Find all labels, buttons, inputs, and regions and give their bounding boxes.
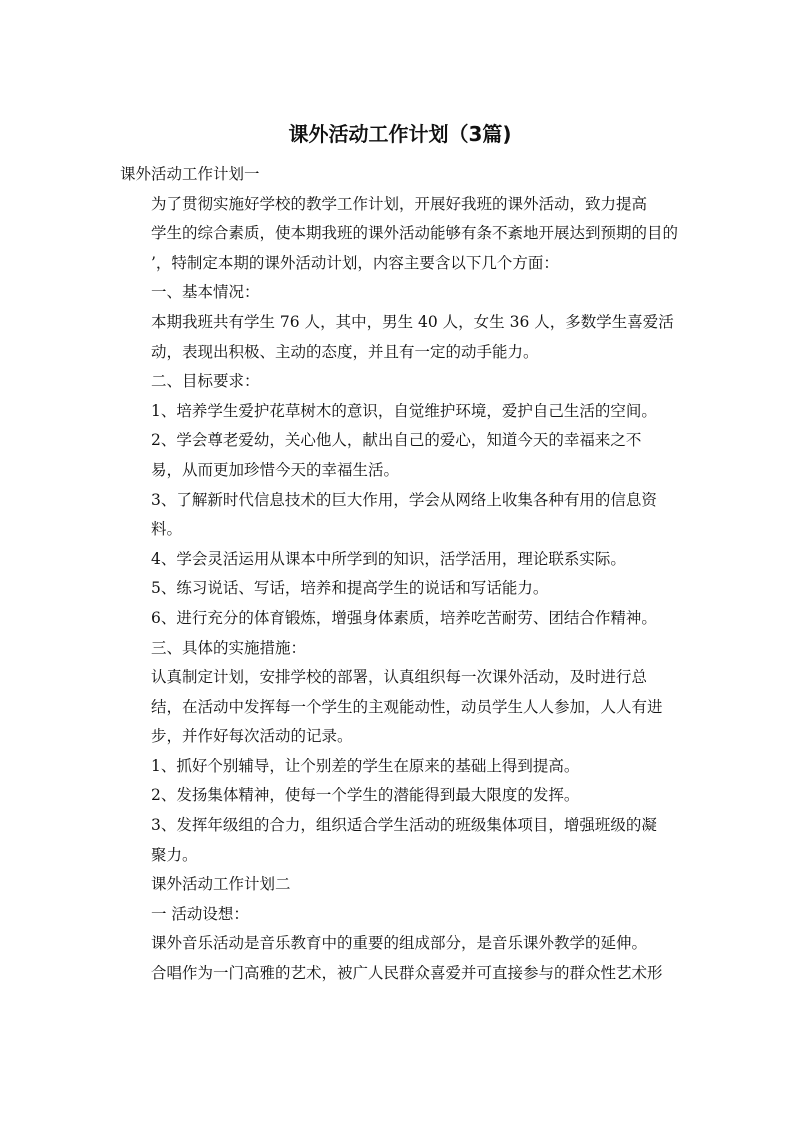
paragraph xyxy=(120,574,680,604)
paragraph-line: 一 活动设想： xyxy=(151,904,249,923)
document-body xyxy=(120,160,680,989)
paragraph-line: ’，特制定本期的课外活动计划，内容主要含以下几个方面： xyxy=(151,253,559,272)
paragraph-line: 5、练习说话、写话，培养和提高学生的说话和写话能力。 xyxy=(151,579,549,598)
paragraph-line: 课外音乐活动是音乐教育中的重要的组成部分，是音乐课外教学的延伸。 xyxy=(151,934,648,953)
paragraph xyxy=(120,545,680,575)
paragraph xyxy=(120,870,680,900)
paragraph xyxy=(120,604,680,634)
paragraph-line: 2、发扬集体精神，使每一个学生的潜能得到最大限度的发挥。 xyxy=(151,786,580,805)
paragraph xyxy=(120,308,680,367)
paragraph-line: 1、抓好个别辅导，让个别差的学生在原来的基础上得到提高。 xyxy=(151,756,580,775)
paragraph xyxy=(120,426,680,485)
paragraph xyxy=(120,397,680,427)
paragraph-line: 为了贯彻实施好学校的教学工作计划，开展好我班的课外活动，致力提高 xyxy=(151,194,648,213)
paragraph-line: 动，表现出积极、主动的态度，并且有一定的动手能力。 xyxy=(151,342,539,361)
paragraph xyxy=(120,752,680,782)
paragraph xyxy=(120,900,680,930)
paragraph-line: 4、学会灵活运用从课本中所学到的知识，活学活用，理论联系实际。 xyxy=(151,549,626,568)
paragraph-line: 聚力。 xyxy=(151,845,198,864)
paragraph-line: 3、了解新时代信息技术的巨大作用，学会从网络上收集各种有用的信息资 xyxy=(151,490,657,509)
paragraph-line: 合唱作为一门高雅的艺术，被广人民群众喜爱并可直接参与的群众性艺术形 xyxy=(151,964,663,983)
paragraph xyxy=(120,367,680,397)
paragraph-line: 二、目标要求： xyxy=(151,372,260,391)
paragraph-line: 料。 xyxy=(151,520,183,539)
paragraph-line: 认真制定计划，安排学校的部署，认真组织每一次课外活动，及时进行总 xyxy=(151,668,648,687)
paragraph xyxy=(120,278,680,308)
paragraph-line: 易，从而更加珍惜今天的幸福生活。 xyxy=(151,460,400,479)
document-title: 课外活动工作计划（3篇) xyxy=(288,122,512,146)
paragraph-line: 6、进行充分的体育锻炼，增强身体素质，培养吃苦耐劳、团结合作精神。 xyxy=(151,608,657,627)
paragraph xyxy=(120,811,680,870)
paragraph xyxy=(120,160,680,190)
paragraph xyxy=(120,929,680,988)
paragraph-line: 本期我班共有学生 76 人，其中，男生 40 人，女生 36 人，多数学生喜爱活 xyxy=(151,312,674,331)
paragraph xyxy=(120,634,680,664)
paragraph-line: 学生的综合素质，使本期我班的课外活动能够有条不紊地开展达到预期的目的 xyxy=(151,224,679,243)
paragraph-line: 三、具体的实施措施： xyxy=(151,638,307,657)
paragraph-line: 课外活动工作计划二 xyxy=(151,875,291,894)
paragraph-line: 结，在活动中发挥每一个学生的主观能动性，动员学生人人参加，人人有进 xyxy=(151,697,663,716)
paragraph-line: 步，并作好每次活动的记录。 xyxy=(151,727,353,746)
paragraph-line: 3、发挥年级组的合力，组织适合学生活动的班级集体项目，增强班级的凝 xyxy=(151,816,657,835)
paragraph xyxy=(120,190,680,279)
paragraph xyxy=(120,781,680,811)
paragraph xyxy=(120,486,680,545)
paragraph-line: 1、培养学生爱护花草树木的意识，自觉维护环境，爱护自己生活的空间。 xyxy=(151,401,657,420)
paragraph-line: 2、学会尊老爱幼，关心他人，献出自己的爱心，知道今天的幸福来之不 xyxy=(151,431,642,450)
paragraph xyxy=(120,663,680,752)
paragraph-line: 一、基本情况： xyxy=(151,283,260,302)
paragraph-line: 课外活动工作计划一 xyxy=(120,165,260,183)
